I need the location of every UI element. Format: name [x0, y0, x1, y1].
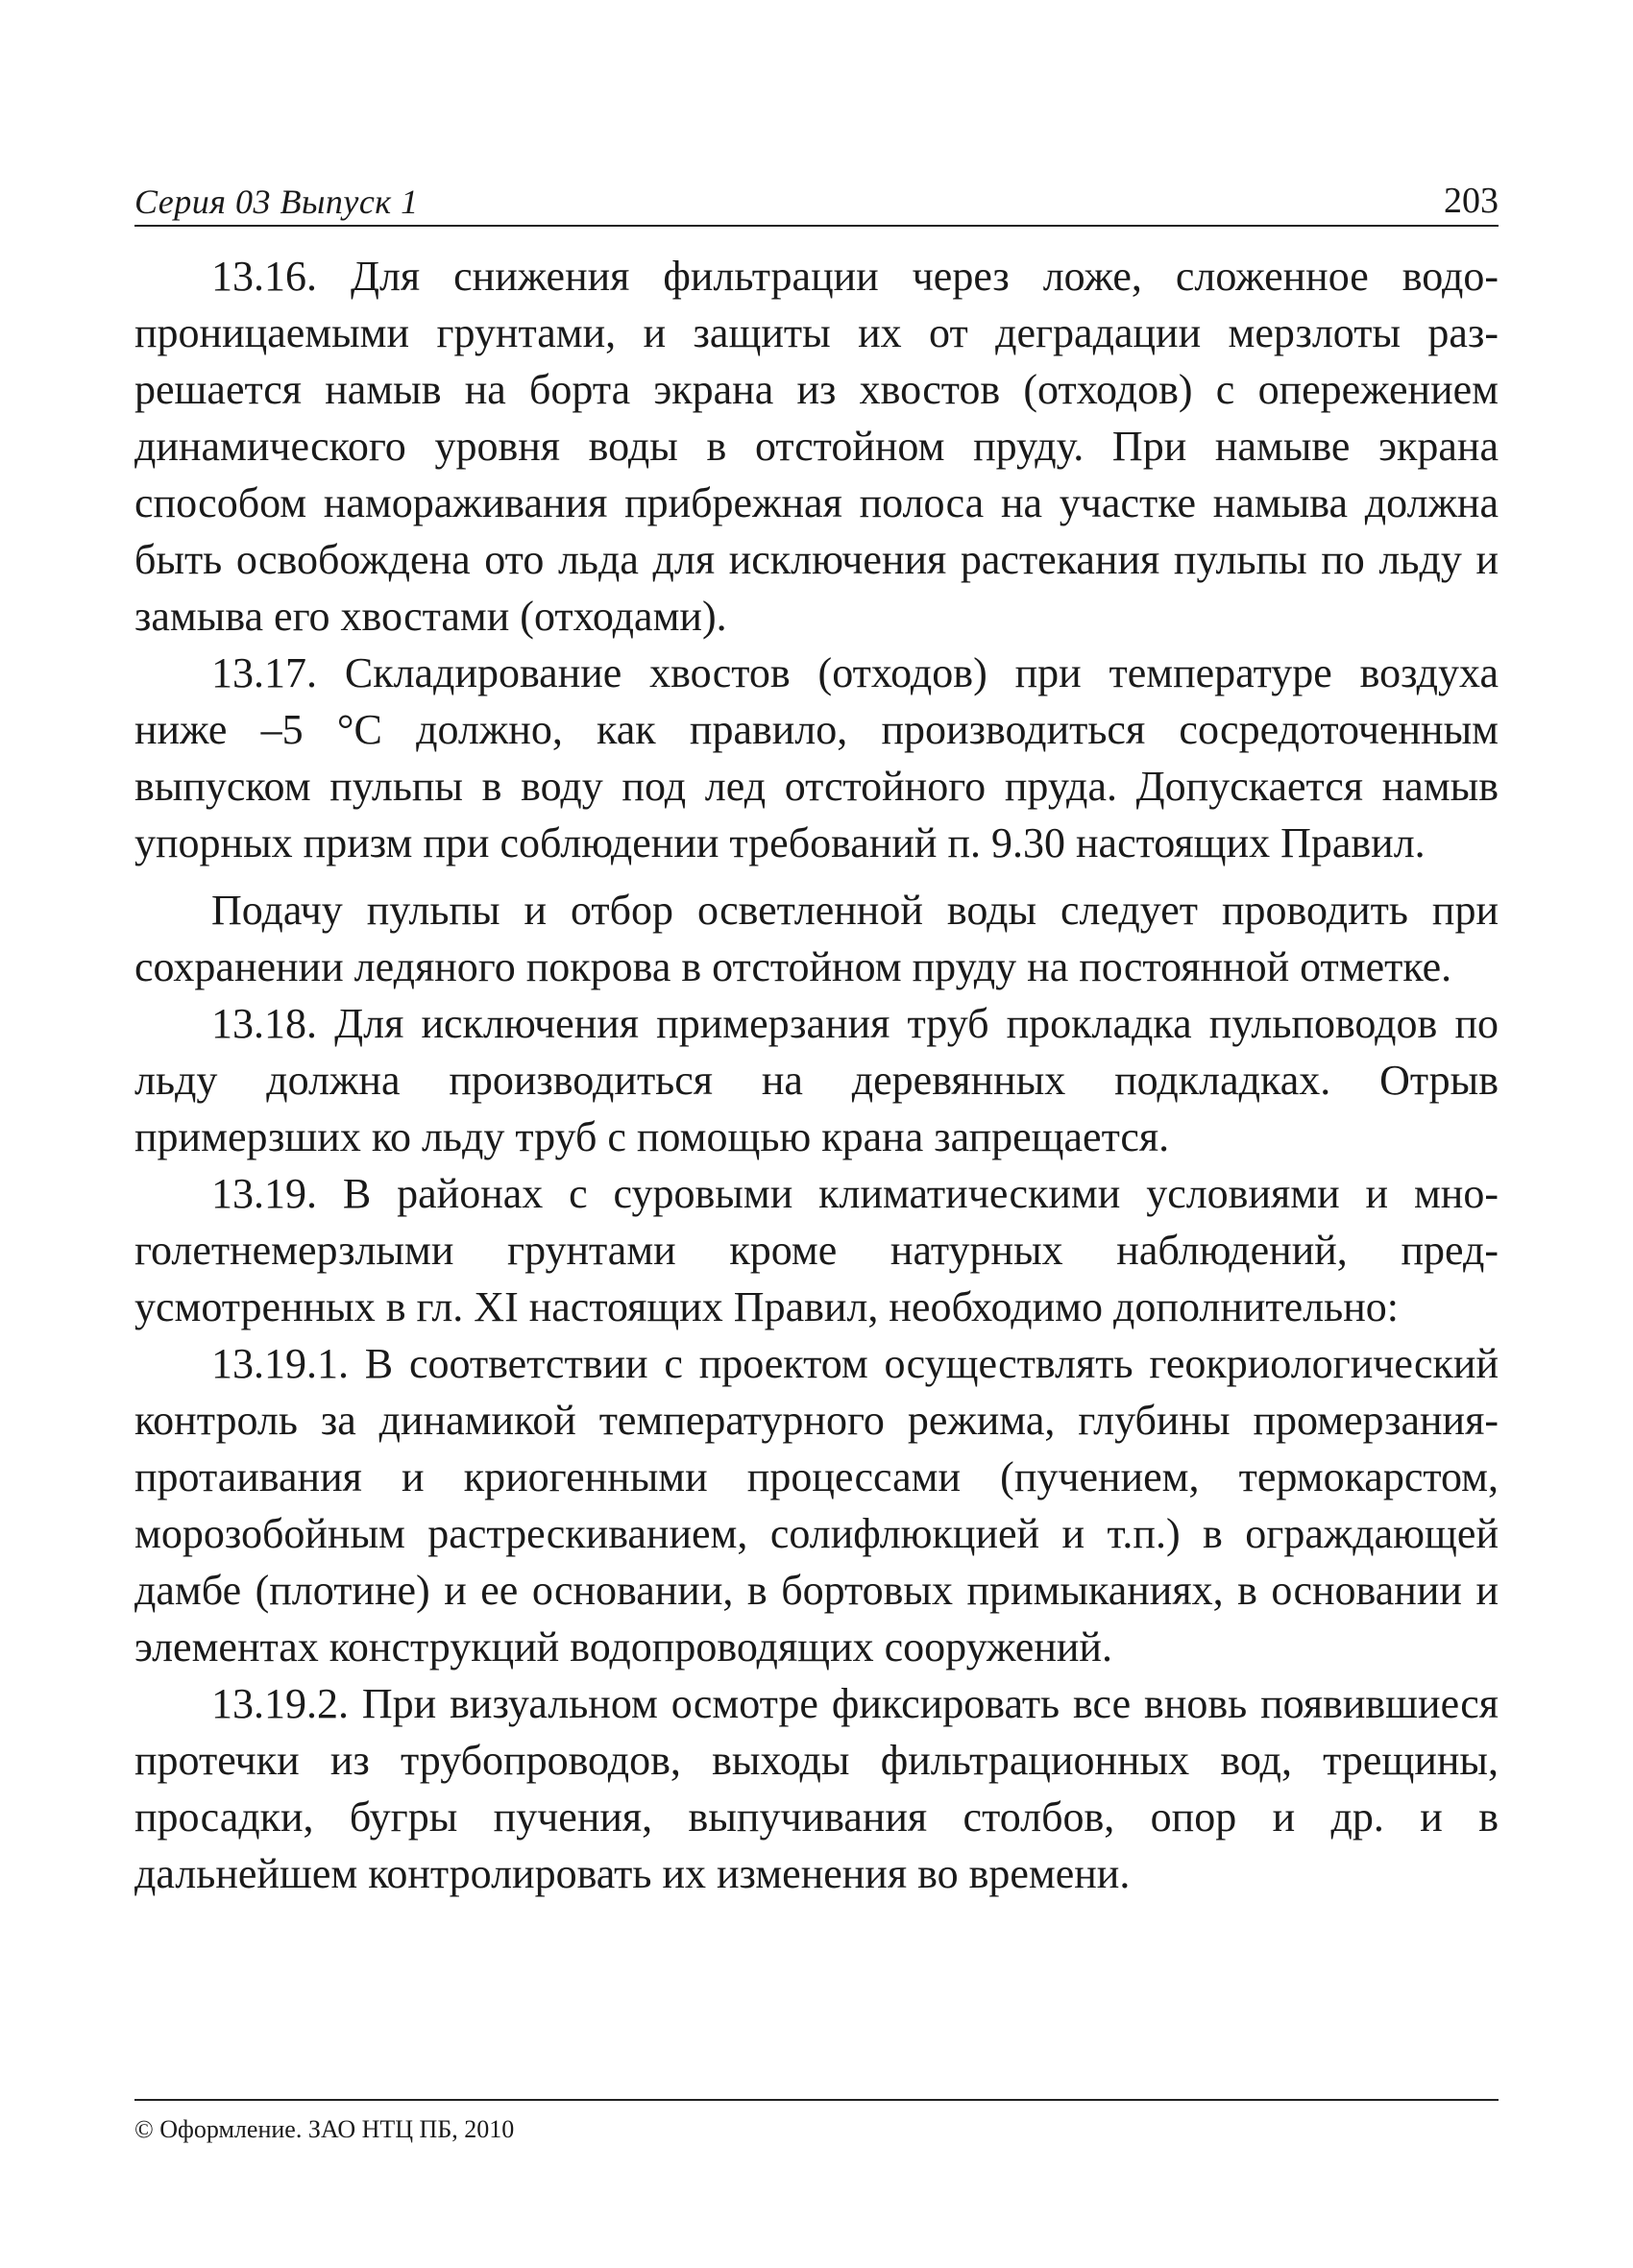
paragraph-13-16: 13.16. Для снижения фильтрации через ложе, сложенное водопроницаемыми грунтами, и защиты их от деградации мерзлоты разрешается намыв на борта экрана из хвостов (отходов) с опережением динамического уровня воды в отстойном пруду. При намыве экрана способом намораживания прибрежная полоса на участке намыва должна быть освобождена ото льда для исключения растекания пульпы по льду и замыва его хвостами (отходами). [134, 253, 1499, 640]
page-footer [134, 2099, 1499, 2144]
running-title: Серия 03 Выпуск 1 [134, 183, 419, 221]
page-number: 203 [1444, 181, 1499, 221]
running-header [134, 171, 1499, 227]
footer-copyright: © Оформление. ЗАО НТЦ ПБ, 2010 [134, 2115, 515, 2143]
paragraph-13-18: 13.18. Для исключения примерзания труб прокладка пульповодов по льду должна производиться на деревянных подкладках. Отрыв примерзших ко льду труб с помощью крана запрещается. [134, 1000, 1499, 1160]
paragraph-13-17: 13.17. Складирование хвостов (отходов) при температуре воздуха ниже –5 °С должно, как правило, производиться сосредоточенным выпуском пульпы в воду под лед отстойного пруда. Допускается намыв упорных призм при соблюдении требований п. 9.30 настоящих Правил. [134, 649, 1499, 866]
body-text [134, 248, 1499, 1902]
paragraph-13-19-1: 13.19.1. В соответствии с проектом осуществлять геокриологический контроль за динамикой температурного режима, глубины промерзания-протаивания и криогенными процессами (пучением, термокарстом, морозобойным растрескиванием, солифлюкцией и т.п.) в ограждающей дамбе (плотине) и ее основании, в бортовых примыканиях, в основании и элементах конструкций водопроводящих сооружений. [134, 1340, 1499, 1671]
paragraph-13-19-2: 13.19.2. При визуальном осмотре фиксировать все вновь появившиеся протечки из трубопроводов, выходы фильтрационных вод, трещины, просадки, бугры пучения, выпучивания столбов, опор и др. и в дальнейшем контролировать их изменения во времени. [134, 1680, 1499, 1897]
paragraph-13-17-supply: Подачу пульпы и отбор осветленной воды следует проводить при сохранении ледяного покрова в отстойном пруду на постоянной отметке. [134, 887, 1499, 990]
paragraph-13-19: 13.19. В районах с суровыми климатическими условиями и многолетнемерзлыми грунтами кроме натурных наблюдений, предусмотренных в гл. XI настоящих Правил, необходимо дополнительно: [134, 1170, 1499, 1330]
